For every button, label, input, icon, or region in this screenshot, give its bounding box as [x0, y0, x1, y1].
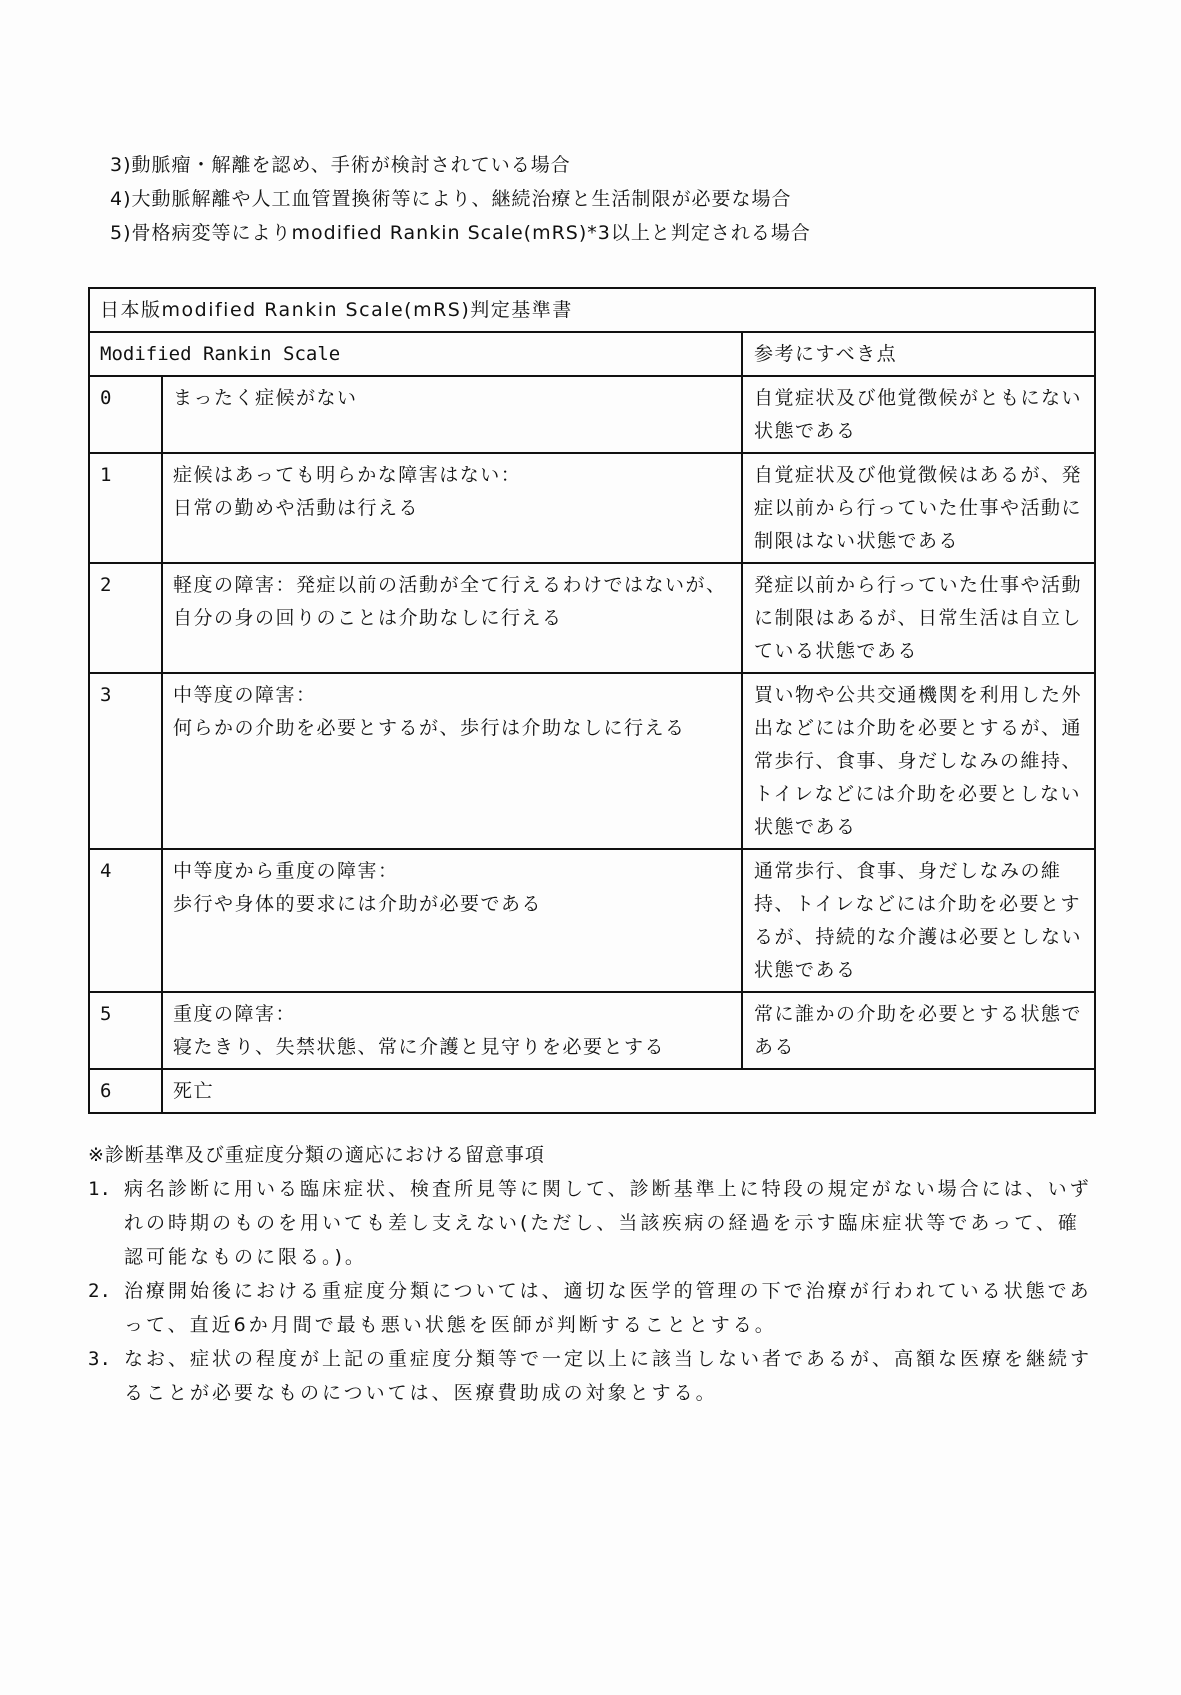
description-cell [162, 849, 742, 992]
description-cell [162, 453, 742, 563]
reference-cell: 通常歩行、食事、身だしなみの維持、トイレなどには介助を必要とするが、持続的な介護は必要としない状態である [742, 849, 1095, 992]
description-line: まったく症候がない [173, 387, 358, 409]
notes-section [88, 1138, 1098, 1410]
note-number: 3. [88, 1348, 111, 1370]
description-line: 重度の障害： [173, 1003, 297, 1025]
grade-cell: 2 [89, 563, 162, 673]
description-line: 中等度の障害： [173, 684, 317, 706]
table-row [89, 1069, 1095, 1113]
criteria-item: 4)大動脈解離や人工血管置換術等により、継続治療と生活制限が必要な場合 [110, 188, 792, 210]
grade-cell: 4 [89, 849, 162, 992]
note-number: 1. [88, 1178, 111, 1200]
description-cell [162, 992, 742, 1069]
table-row [89, 849, 1095, 992]
description-line: 歩行や身体的要求には介助が必要である [173, 893, 543, 915]
description-line: 中等度から重度の障害： [173, 860, 399, 882]
grade-cell: 3 [89, 673, 162, 849]
table-title: 日本版modified Rankin Scale(mRS)判定基準書 [89, 288, 1095, 332]
description-cell [162, 376, 742, 453]
reference-cell: 発症以前から行っていた仕事や活動に制限はあるが、日常生活は自立している状態である [742, 563, 1095, 673]
criteria-item: 3)動脈瘤・解離を認め、手術が検討されている場合 [110, 154, 571, 176]
reference-cell: 自覚症状及び他覚徴候がともにない状態である [742, 376, 1095, 453]
note-item [88, 1172, 1098, 1274]
criteria-list [110, 148, 811, 250]
grade-cell: 6 [89, 1069, 162, 1113]
description-cell [162, 563, 742, 673]
table-header-row [89, 332, 1095, 376]
description-line: 症候はあっても明らかな障害はない： [173, 464, 522, 486]
criteria-item: 5)骨格病変等によりmodified Rankin Scale(mRS)*3以上と判定される場合 [110, 222, 811, 244]
table-title-row [89, 288, 1095, 332]
description-line: 何らかの介助を必要とするが、歩行は介助なしに行える [173, 717, 686, 739]
table-row [89, 992, 1095, 1069]
note-text: なお、症状の程度が上記の重症度分類等で一定以上に該当しない者であるが、高額な医療を継続することが必要なものについては、医療費助成の対象とする。 [124, 1348, 1093, 1404]
note-text: 病名診断に用いる臨床症状、検査所見等に関して、診断基準上に特段の規定がない場合には、いずれの時期のものを用いても差し支えない(ただし、当該疾病の経過を示す臨床症状等であって、確認可能なものに限る。)。 [124, 1178, 1092, 1268]
note-number: 2. [88, 1280, 111, 1302]
reference-cell: 常に誰かの介助を必要とする状態である [742, 992, 1095, 1069]
table-row [89, 673, 1095, 849]
description-line: 寝たきり、失禁状態、常に介護と見守りを必要とする [173, 1036, 666, 1058]
table-row [89, 563, 1095, 673]
reference-cell: 自覚症状及び他覚徴候はあるが、発症以前から行っていた仕事や活動に制限はない状態である [742, 453, 1095, 563]
table-row [89, 376, 1095, 453]
note-item [88, 1274, 1098, 1342]
grade-cell: 0 [89, 376, 162, 453]
description-cell: 死亡 [162, 1069, 1095, 1113]
header-scale: Modified Rankin Scale [89, 332, 742, 376]
grade-cell: 1 [89, 453, 162, 563]
grade-cell: 5 [89, 992, 162, 1069]
notes-heading: ※診断基準及び重症度分類の適応における留意事項 [88, 1144, 545, 1166]
description-line: 軽度の障害：発症以前の活動が全て行えるわけではないが、自分の身の回りのことは介助なしに行える [173, 574, 727, 629]
note-item [88, 1342, 1098, 1410]
table-row [89, 453, 1095, 563]
mrs-table [88, 287, 1096, 1114]
note-text: 治療開始後における重症度分類については、適切な医学的管理の下で治療が行われている状態であって、直近6か月間で最も悪い状態を医師が判断することとする。 [124, 1280, 1092, 1336]
header-reference: 参考にすべき点 [742, 332, 1095, 376]
description-line: 日常の勤めや活動は行える [173, 497, 420, 519]
reference-cell: 買い物や公共交通機関を利用した外出などには介助を必要とするが、通常歩行、食事、身だしなみの維持、トイレなどには介助を必要としない状態である [742, 673, 1095, 849]
description-cell [162, 673, 742, 849]
